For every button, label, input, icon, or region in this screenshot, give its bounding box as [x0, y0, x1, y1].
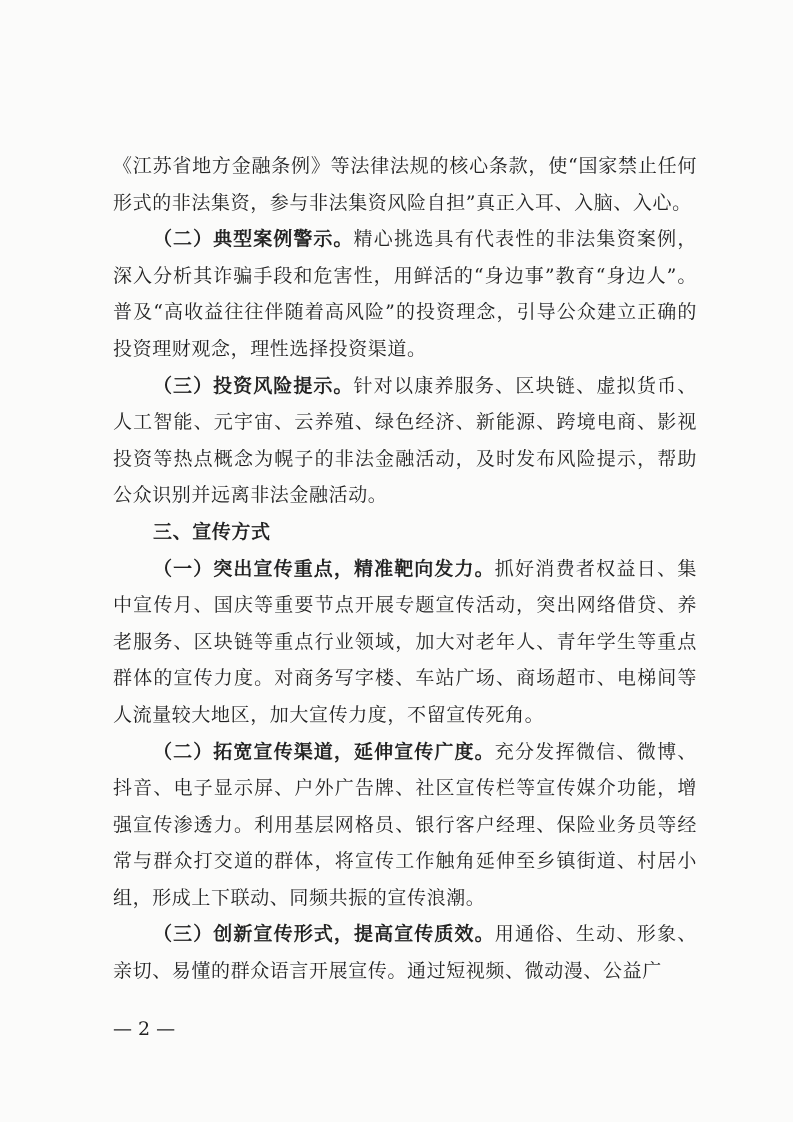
paragraph-lead: （二）典型案例警示。 [153, 228, 354, 251]
paragraph-text: 《江苏省地方金融条例》等法律法规的核心条款，使“国家禁止任何形式的非法集资，参与非法集资风险自担”真正入耳、入脑、入心。 [113, 155, 697, 214]
section-heading: 三、宣传方式 [153, 520, 271, 543]
paragraph-lead: （三）创新宣传形式，提高宣传质效。 [153, 923, 495, 946]
paragraph-text: 抓好消费者权益日、集中宣传月、国庆等重要节点开展专题宣传活动，突出网络借贷、养老服务、区块链等重点行业领域，加大对老年人、青年学生等重点群体的宣传力度。对商务写字楼、车站广场、商场超市、电梯间等人流量较大地区，加大宣传力度，不留宣传死角。 [113, 557, 697, 726]
page-number: — 2 — [113, 1018, 176, 1040]
paragraph-continuation [113, 148, 697, 221]
paragraph-lead: （一）突出宣传重点，精准靶向发力。 [153, 557, 495, 580]
document-body [113, 148, 697, 990]
paragraph-risk-alert [113, 368, 697, 514]
paragraph-text: 针对以康养服务、区块链、虚拟货币、人工智能、元宇宙、云养殖、绿色经济、新能源、跨境电商、影视投资等热点概念为幌子的非法金融活动，及时发布风险提示，帮助公众识别并远离非法金融活动。 [113, 374, 697, 507]
paragraph-text: 用通俗、生动、形象、亲切、易懂的群众语言开展宣传。通过短视频、微动漫、公益广 [113, 923, 697, 983]
paragraph-channels [113, 734, 697, 917]
paragraph-focus [113, 551, 697, 734]
paragraph-text: 精心挑选具有代表性的非法集资案例，深入分析其诈骗手段和危害性，用鲜活的“身边事”教育“身边人”。普及“高收益往往伴随着高风险”的投资理念，引导公众建立正确的投资理财观念，理性选择投资渠道。 [113, 228, 697, 360]
paragraph-lead: （三）投资风险提示。 [153, 374, 354, 397]
paragraph-case-warning [113, 221, 697, 367]
paragraph-innovation [113, 916, 697, 989]
paragraph-text: 充分发挥微信、微博、抖音、电子显示屏、户外广告牌、社区宣传栏等宣传媒介功能，增强宣传渗透力。利用基层网格员、银行客户经理、保险业务员等经常与群众打交道的群体，将宣传工作触角延伸至乡镇街道、村居小组，形成上下联动、同频共振的宣传浪潮。 [113, 740, 697, 909]
paragraph-lead: （二）拓宽宣传渠道，延伸宣传广度。 [153, 740, 495, 763]
